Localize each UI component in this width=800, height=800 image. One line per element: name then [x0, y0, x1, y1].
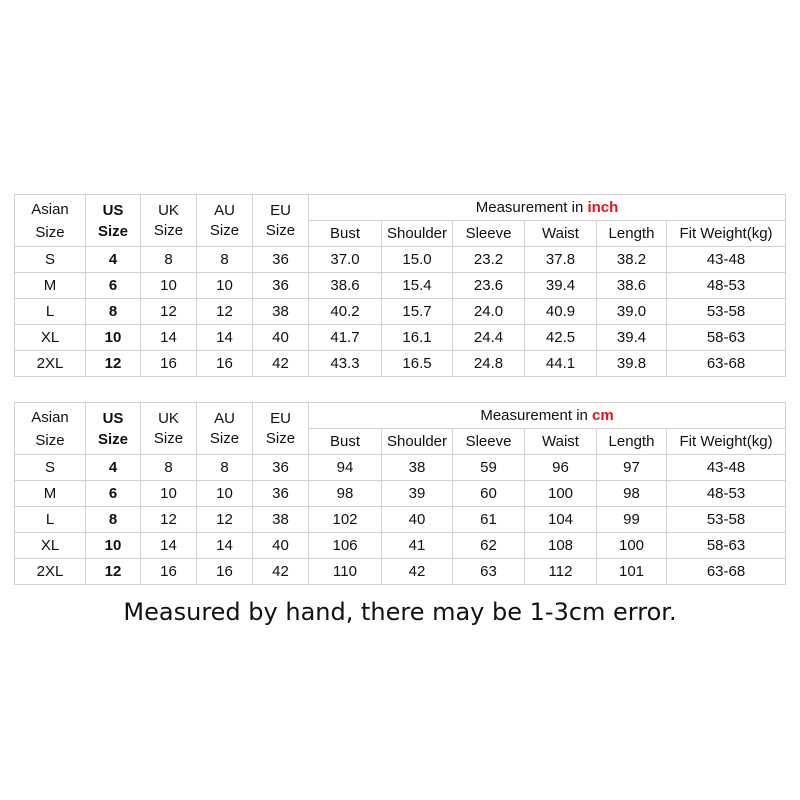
- asian-size-cell: L: [15, 507, 86, 533]
- measurement-title: Measurement in inch: [309, 195, 786, 221]
- eu-size-cell: 36: [253, 247, 309, 273]
- table-row: [15, 299, 786, 325]
- au-size-cell: 10: [197, 481, 253, 507]
- fit-weight-cell: 63-68: [667, 351, 786, 377]
- bust-cell: 40.2: [309, 299, 382, 325]
- uk-size-header: UK Size: [141, 403, 197, 455]
- table-row: [15, 351, 786, 377]
- eu-size-cell: 40: [253, 325, 309, 351]
- waist-cell: 39.4: [525, 273, 597, 299]
- length-cell: 39.0: [597, 299, 667, 325]
- eu-size-header: EU Size: [253, 195, 309, 247]
- length-cell: 39.8: [597, 351, 667, 377]
- length-cell: 97: [597, 455, 667, 481]
- shoulder-cell: 15.4: [382, 273, 453, 299]
- length-cell: 99: [597, 507, 667, 533]
- length-header: Length: [597, 221, 667, 247]
- eu-size-cell: 42: [253, 559, 309, 585]
- fit-weight-cell: 58-63: [667, 325, 786, 351]
- sleeve-cell: 24.8: [453, 351, 525, 377]
- fit-weight-cell: 43-48: [667, 247, 786, 273]
- fit-weight-header: Fit Weight(kg): [667, 221, 786, 247]
- bust-cell: 43.3: [309, 351, 382, 377]
- bust-header: Bust: [309, 221, 382, 247]
- asian-size-cell: L: [15, 299, 86, 325]
- table-row: [15, 481, 786, 507]
- size-table-inch: [14, 194, 786, 377]
- shoulder-cell: 38: [382, 455, 453, 481]
- waist-header: Waist: [525, 221, 597, 247]
- shoulder-cell: 15.7: [382, 299, 453, 325]
- au-size-cell: 10: [197, 273, 253, 299]
- bust-cell: 102: [309, 507, 382, 533]
- fit-weight-cell: 58-63: [667, 533, 786, 559]
- bust-cell: 41.7: [309, 325, 382, 351]
- us-size-cell: 8: [86, 299, 141, 325]
- shoulder-cell: 41: [382, 533, 453, 559]
- au-size-cell: 16: [197, 559, 253, 585]
- shoulder-cell: 42: [382, 559, 453, 585]
- table-row: [15, 533, 786, 559]
- fit-weight-cell: 48-53: [667, 481, 786, 507]
- measurement-title: Measurement in cm: [309, 403, 786, 429]
- eu-size-header: EU Size: [253, 403, 309, 455]
- sleeve-header: Sleeve: [453, 429, 525, 455]
- eu-size-cell: 36: [253, 273, 309, 299]
- shoulder-cell: 16.5: [382, 351, 453, 377]
- uk-size-cell: 8: [141, 455, 197, 481]
- fit-weight-cell: 53-58: [667, 507, 786, 533]
- au-size-cell: 14: [197, 325, 253, 351]
- table-row: [15, 247, 786, 273]
- length-cell: 100: [597, 533, 667, 559]
- waist-header: Waist: [525, 429, 597, 455]
- bust-cell: 98: [309, 481, 382, 507]
- waist-cell: 100: [525, 481, 597, 507]
- bust-cell: 110: [309, 559, 382, 585]
- au-size-cell: 12: [197, 507, 253, 533]
- waist-cell: 44.1: [525, 351, 597, 377]
- au-size-cell: 14: [197, 533, 253, 559]
- us-size-cell: 6: [86, 273, 141, 299]
- sleeve-cell: 23.6: [453, 273, 525, 299]
- asian-size-header: Asian Size: [15, 195, 86, 247]
- bust-cell: 37.0: [309, 247, 382, 273]
- asian-size-cell: XL: [15, 533, 86, 559]
- table-row: [15, 507, 786, 533]
- us-size-cell: 8: [86, 507, 141, 533]
- sleeve-cell: 63: [453, 559, 525, 585]
- sleeve-cell: 24.4: [453, 325, 525, 351]
- waist-cell: 108: [525, 533, 597, 559]
- eu-size-cell: 40: [253, 533, 309, 559]
- eu-size-cell: 42: [253, 351, 309, 377]
- uk-size-cell: 14: [141, 325, 197, 351]
- table-row: [15, 325, 786, 351]
- uk-size-cell: 10: [141, 273, 197, 299]
- waist-cell: 40.9: [525, 299, 597, 325]
- asian-size-cell: M: [15, 273, 86, 299]
- asian-size-cell: XL: [15, 325, 86, 351]
- shoulder-header: Shoulder: [382, 429, 453, 455]
- eu-size-cell: 36: [253, 481, 309, 507]
- sleeve-cell: 61: [453, 507, 525, 533]
- fit-weight-cell: 43-48: [667, 455, 786, 481]
- length-cell: 101: [597, 559, 667, 585]
- measurement-note: Measured by hand, there may be 1-3cm error.: [123, 598, 677, 626]
- waist-cell: 37.8: [525, 247, 597, 273]
- shoulder-cell: 16.1: [382, 325, 453, 351]
- bust-cell: 38.6: [309, 273, 382, 299]
- us-size-cell: 4: [86, 455, 141, 481]
- uk-size-cell: 8: [141, 247, 197, 273]
- shoulder-cell: 39: [382, 481, 453, 507]
- au-size-cell: 16: [197, 351, 253, 377]
- uk-size-cell: 16: [141, 559, 197, 585]
- eu-size-cell: 38: [253, 299, 309, 325]
- sleeve-header: Sleeve: [453, 221, 525, 247]
- eu-size-cell: 36: [253, 455, 309, 481]
- asian-size-cell: S: [15, 455, 86, 481]
- length-cell: 38.6: [597, 273, 667, 299]
- bust-cell: 94: [309, 455, 382, 481]
- uk-size-cell: 14: [141, 533, 197, 559]
- sleeve-cell: 59: [453, 455, 525, 481]
- table-row: [15, 273, 786, 299]
- measurement-unit: inch: [587, 199, 619, 216]
- fit-weight-cell: 53-58: [667, 299, 786, 325]
- au-size-header: AU Size: [197, 403, 253, 455]
- sleeve-cell: 60: [453, 481, 525, 507]
- asian-size-cell: 2XL: [15, 559, 86, 585]
- us-size-cell: 12: [86, 351, 141, 377]
- asian-size-cell: M: [15, 481, 86, 507]
- length-header: Length: [597, 429, 667, 455]
- fit-weight-header: Fit Weight(kg): [667, 429, 786, 455]
- bust-cell: 106: [309, 533, 382, 559]
- au-size-cell: 12: [197, 299, 253, 325]
- length-cell: 39.4: [597, 325, 667, 351]
- au-size-cell: 8: [197, 247, 253, 273]
- fit-weight-cell: 48-53: [667, 273, 786, 299]
- us-size-cell: 10: [86, 533, 141, 559]
- us-size-cell: 10: [86, 325, 141, 351]
- uk-size-header: UK Size: [141, 195, 197, 247]
- uk-size-cell: 12: [141, 507, 197, 533]
- sleeve-cell: 23.2: [453, 247, 525, 273]
- us-size-cell: 6: [86, 481, 141, 507]
- us-size-cell: 12: [86, 559, 141, 585]
- us-size-cell: 4: [86, 247, 141, 273]
- shoulder-cell: 40: [382, 507, 453, 533]
- table-row: [15, 559, 786, 585]
- sleeve-cell: 62: [453, 533, 525, 559]
- shoulder-header: Shoulder: [382, 221, 453, 247]
- au-size-header: AU Size: [197, 195, 253, 247]
- asian-size-header: Asian Size: [15, 403, 86, 455]
- sleeve-cell: 24.0: [453, 299, 525, 325]
- waist-cell: 42.5: [525, 325, 597, 351]
- us-size-header: US Size: [86, 195, 141, 247]
- fit-weight-cell: 63-68: [667, 559, 786, 585]
- waist-cell: 96: [525, 455, 597, 481]
- table-row: [15, 455, 786, 481]
- uk-size-cell: 12: [141, 299, 197, 325]
- waist-cell: 112: [525, 559, 597, 585]
- uk-size-cell: 16: [141, 351, 197, 377]
- measurement-unit: cm: [592, 407, 614, 424]
- bust-header: Bust: [309, 429, 382, 455]
- au-size-cell: 8: [197, 455, 253, 481]
- uk-size-cell: 10: [141, 481, 197, 507]
- waist-cell: 104: [525, 507, 597, 533]
- shoulder-cell: 15.0: [382, 247, 453, 273]
- asian-size-cell: S: [15, 247, 86, 273]
- size-table-cm: [14, 402, 786, 585]
- length-cell: 98: [597, 481, 667, 507]
- us-size-header: US Size: [86, 403, 141, 455]
- eu-size-cell: 38: [253, 507, 309, 533]
- asian-size-cell: 2XL: [15, 351, 86, 377]
- length-cell: 38.2: [597, 247, 667, 273]
